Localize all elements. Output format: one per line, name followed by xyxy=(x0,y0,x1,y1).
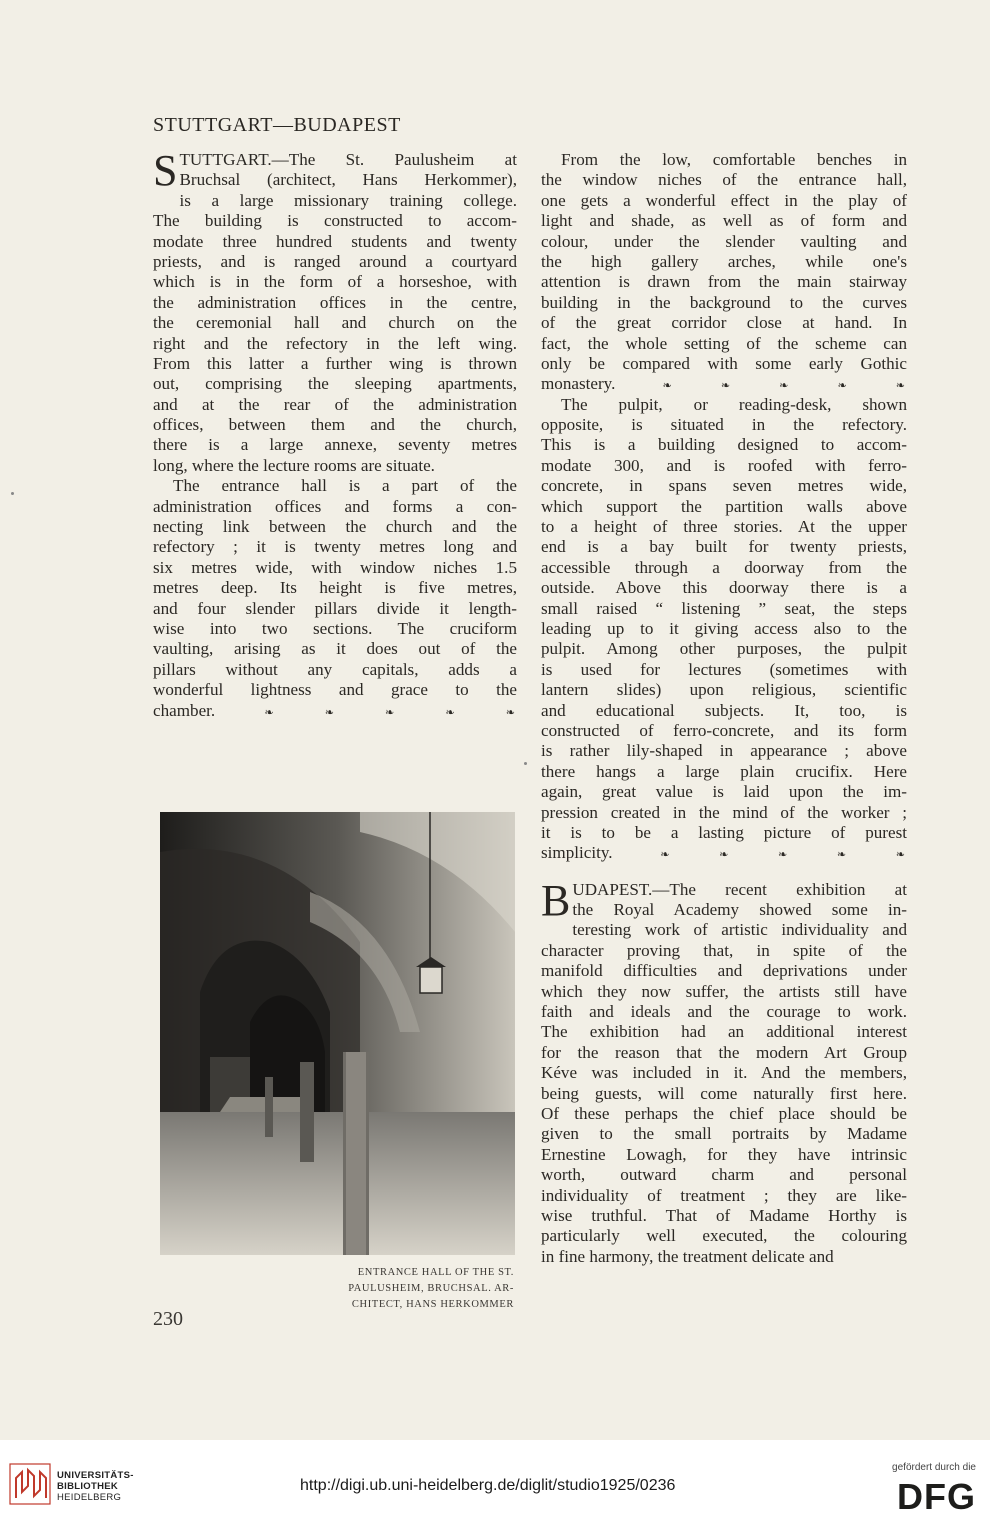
text-line xyxy=(153,374,517,394)
text-line-content: given to the small portraits by Madame xyxy=(541,1124,907,1144)
text-line-content: being guests, will come naturally first here. xyxy=(541,1083,907,1103)
text-line-content: The exhibition had an additional interest xyxy=(541,1022,907,1042)
text-line-content: wonderful lightness and grace to the xyxy=(153,680,517,700)
text-line-content: Kéve was included in it. And the members, xyxy=(541,1063,907,1083)
text-line xyxy=(153,252,517,272)
text-line-content: accessible through a doorway from the xyxy=(541,557,907,577)
leaf-ornament-icon: ❧ xyxy=(719,848,729,862)
text-line-content: wise truthful. That of Madame Horthy is xyxy=(541,1205,907,1225)
drop-cap: S xyxy=(153,146,178,195)
text-line xyxy=(541,395,907,415)
text-line-content: pulpit. Among other purposes, the pulpit xyxy=(541,639,907,659)
text-line xyxy=(153,354,517,374)
text-line-content: offices, between them and the church, xyxy=(153,415,517,435)
text-line-content: it is to be a lasting picture of purest xyxy=(541,822,907,842)
leaf-ornament-icon: ❧ xyxy=(720,379,731,393)
leaf-ornament-icon: ❧ xyxy=(895,848,905,862)
text-line xyxy=(541,1104,907,1124)
leaf-ornament-icon: ❧ xyxy=(837,379,847,393)
text-line-content: necting link between the church and the xyxy=(153,517,517,537)
text-line-content: fact, the whole setting of the scheme can xyxy=(541,333,907,353)
text-line xyxy=(541,191,907,211)
text-line-content: The entrance hall is a part of the xyxy=(173,476,517,496)
text-line-content: From the low, comfortable benches in xyxy=(561,150,907,169)
text-line-content: worth, outward charm and personal xyxy=(541,1165,907,1185)
text-line-content: concrete, in spans seven metres wide, xyxy=(541,476,907,496)
text-line xyxy=(153,476,517,496)
scan-speck xyxy=(11,492,14,495)
text-line-content: end is a bay built for twenty priests, xyxy=(541,537,907,557)
text-line-content: which is in the form of a horseshoe, with xyxy=(153,272,517,292)
text-line xyxy=(541,1247,907,1267)
text-line xyxy=(541,660,907,680)
text-line-content: is rather lily-shaped in appearance ; above xyxy=(541,741,907,761)
running-heading: STUTTGART—BUDAPEST xyxy=(153,114,401,136)
text-line xyxy=(153,599,517,619)
text-line xyxy=(541,374,907,394)
text-line xyxy=(541,1022,907,1042)
text-line xyxy=(541,823,907,843)
text-line-content: out, comprising the sleeping apartments, xyxy=(153,374,517,394)
text-line xyxy=(541,843,907,863)
text-line-content: is used for lectures (sometimes with xyxy=(541,659,907,679)
text-line-content: simplicity. xyxy=(541,843,613,863)
text-line-content: there is a large annexe, seventy metres xyxy=(153,435,517,455)
text-line xyxy=(153,537,517,557)
text-line-content: chamber. xyxy=(153,700,216,720)
text-line-content: administration offices and forms a con- xyxy=(153,496,517,516)
text-line xyxy=(541,941,907,961)
text-line-content: which support the partition walls above xyxy=(541,496,907,516)
text-line xyxy=(153,395,517,415)
text-line-content: The pulpit, or reading-desk, shown xyxy=(561,394,907,414)
text-line xyxy=(153,313,517,333)
leaf-ornament-icon: ❧ xyxy=(385,705,395,719)
text-line xyxy=(541,599,907,619)
text-line xyxy=(153,517,517,537)
text-line xyxy=(541,313,907,333)
leaf-ornament-icon: ❧ xyxy=(505,705,515,719)
text-line xyxy=(541,639,907,659)
text-line xyxy=(541,435,907,455)
text-line xyxy=(541,334,907,354)
text-line-content: opposite, is situated in the refectory. xyxy=(541,415,907,435)
text-line xyxy=(541,1063,907,1083)
text-line-content: UDAPEST.—The recent exhibition at xyxy=(572,879,907,899)
leaf-ornament-icon: ❧ xyxy=(264,705,274,719)
text-line-content: there hangs a large plain crucifix. Here xyxy=(541,761,907,781)
text-line xyxy=(541,1124,907,1144)
university-library-logo-icon[interactable] xyxy=(8,1462,52,1506)
text-line xyxy=(541,680,907,700)
text-line xyxy=(153,334,517,354)
text-line-content: vaulting, arising as it does out of the xyxy=(153,639,517,659)
text-line-content: and at the rear of the administration xyxy=(153,394,517,414)
text-line xyxy=(153,435,517,455)
digitization-footer xyxy=(0,1440,990,1523)
text-line-content: the administration offices in the centre, xyxy=(153,292,517,312)
text-line xyxy=(541,211,907,231)
text-line xyxy=(153,497,517,517)
text-line xyxy=(153,558,517,578)
text-line xyxy=(541,1084,907,1104)
permalink-url[interactable]: http://digi.ub.uni-heidelberg.de/diglit/studio1925/0236 xyxy=(300,1477,676,1494)
text-line xyxy=(541,920,907,940)
text-line-content: the high gallery arches, while one's xyxy=(541,251,907,271)
text-line xyxy=(541,803,907,823)
text-line-content: the window niches of the entrance hall, xyxy=(541,170,907,190)
text-line-content: This is a building designed to accom- xyxy=(541,435,907,455)
text-line-content: faith and ideals and the courage to work. xyxy=(541,1002,907,1022)
caption-line: CHITECT, HANS HERKOMMER xyxy=(351,1299,514,1310)
text-line xyxy=(541,558,907,578)
text-line xyxy=(541,537,907,557)
text-line xyxy=(541,880,907,900)
text-line xyxy=(541,762,907,782)
text-line-content: refectory ; it is twenty metres long and xyxy=(153,537,517,557)
text-line xyxy=(541,517,907,537)
text-line-content: Of these perhaps the chief place should be xyxy=(541,1103,907,1123)
leaf-ornament-icon: ❧ xyxy=(836,848,847,862)
text-line-content: constructed of ferro-concrete, and its form xyxy=(541,720,907,740)
text-line-content: lantern slides) upon religious, scientific xyxy=(541,680,907,700)
right-text-column xyxy=(541,150,907,1267)
funding-note: gefördert durch die xyxy=(892,1462,976,1473)
text-line xyxy=(153,456,517,476)
text-line-content: character proving that, in spite of the xyxy=(541,940,907,960)
text-line xyxy=(541,1226,907,1246)
leaf-ornament-icon: ❧ xyxy=(324,705,334,719)
text-line xyxy=(153,170,517,190)
text-line-content: long, where the lecture rooms are situate. xyxy=(153,455,435,475)
text-line xyxy=(541,1002,907,1022)
text-line xyxy=(541,1165,907,1185)
text-line-content: building in the background to the curves xyxy=(541,292,907,312)
dfg-logo[interactable]: DFG xyxy=(897,1476,976,1517)
leaf-ornament-icon: ❧ xyxy=(662,379,672,393)
text-line xyxy=(153,150,517,170)
text-line-content: of the great corridor close at hand. In xyxy=(541,313,907,333)
text-line xyxy=(541,1043,907,1063)
text-line xyxy=(153,293,517,313)
text-line-content: the Royal Academy showed some in- xyxy=(572,900,907,920)
leaf-ornament-icon: ❧ xyxy=(660,848,670,862)
leaf-ornament-icon: ❧ xyxy=(779,379,789,393)
leaf-ornament-icon: ❧ xyxy=(445,705,455,719)
text-line xyxy=(541,415,907,435)
text-line-content: outside. Above this doorway there is a xyxy=(541,578,907,598)
text-line xyxy=(541,354,907,374)
text-line xyxy=(541,1145,907,1165)
text-line-content: to a height of three stories. At the upper xyxy=(541,517,907,537)
text-line xyxy=(153,701,517,721)
text-line-content: for the reason that the modern Art Group xyxy=(541,1042,907,1062)
text-line-content: one gets a wonderful effect in the play of xyxy=(541,190,907,210)
text-line-content: The building is constructed to accom- xyxy=(153,211,517,231)
leaf-ornament-icon: ❧ xyxy=(895,379,906,393)
text-line-content: TUTTGART.—The St. Paulusheim at xyxy=(179,150,517,169)
institution-name xyxy=(57,1470,134,1503)
left-text-column xyxy=(153,146,517,721)
text-line-content: light and shade, as well as of form and xyxy=(541,211,907,231)
text-line-content: small raised “ listening ” seat, the steps xyxy=(541,598,907,618)
text-line xyxy=(541,150,907,170)
institution-line: HEIDELBERG xyxy=(57,1492,122,1503)
text-line xyxy=(153,415,517,435)
caption-line: PAULUSHEIM, BRUCHSAL. AR- xyxy=(348,1283,514,1294)
text-line xyxy=(153,578,517,598)
text-line-content: six metres wide, with window niches 1.5 xyxy=(153,557,517,577)
text-line xyxy=(153,191,517,211)
photo-caption xyxy=(300,1265,514,1313)
text-line-content: teresting work of artistic individuality and xyxy=(572,920,907,940)
drop-cap: B xyxy=(541,875,571,925)
text-line xyxy=(541,272,907,292)
text-line xyxy=(541,782,907,802)
text-line-content: Ernestine Lowagh, for they have intrinsic xyxy=(541,1144,907,1164)
text-line xyxy=(153,232,517,252)
text-line-content: pillars without any capitals, adds a xyxy=(153,659,517,679)
text-line-content: From this latter a further wing is thrown xyxy=(153,353,517,373)
text-line-content: pression created in the mind of the worker ; xyxy=(541,802,907,822)
entrance-hall-photograph xyxy=(160,812,515,1255)
text-line xyxy=(541,701,907,721)
text-line xyxy=(541,961,907,981)
text-line xyxy=(541,293,907,313)
text-line-content: monastery. xyxy=(541,374,616,394)
text-line xyxy=(541,982,907,1002)
text-line xyxy=(541,578,907,598)
text-line-content: modate 300, and is roofed with ferro- xyxy=(541,455,907,475)
leaf-ornament-icon: ❧ xyxy=(778,848,788,862)
text-line xyxy=(541,476,907,496)
text-line-content: priests, and is ranged around a courtyard xyxy=(153,251,517,271)
text-line xyxy=(153,619,517,639)
text-line xyxy=(541,741,907,761)
text-line xyxy=(153,660,517,680)
text-line xyxy=(541,232,907,252)
text-line-content: leading up to it giving access also to the xyxy=(541,618,907,638)
paragraph-gap xyxy=(541,864,907,880)
institution-line: BIBLIOTHEK xyxy=(57,1481,119,1492)
text-line xyxy=(541,900,907,920)
text-line xyxy=(153,639,517,659)
caption-line: ENTRANCE HALL OF THE ST. xyxy=(357,1267,514,1278)
text-line xyxy=(541,170,907,190)
text-line-content: and educational subjects. It, too, is xyxy=(541,700,907,720)
text-line-content: again, great value is laid upon the im- xyxy=(541,782,907,802)
text-line-content: is a large missionary training college. xyxy=(179,190,517,210)
text-line xyxy=(541,252,907,272)
text-line xyxy=(541,619,907,639)
text-line xyxy=(541,721,907,741)
text-line-content: manifold difficulties and deprivations under xyxy=(541,961,907,981)
page-number: 230 xyxy=(153,1308,183,1330)
institution-line: UNIVERSITÄTS- xyxy=(57,1470,134,1481)
text-line xyxy=(153,272,517,292)
text-line xyxy=(153,680,517,700)
text-line-content: modate three hundred students and twenty xyxy=(153,231,517,251)
text-line-content: in fine harmony, the treatment delicate and xyxy=(541,1246,834,1266)
text-line xyxy=(541,1186,907,1206)
text-line-content: Bruchsal (architect, Hans Herkommer), xyxy=(179,170,517,190)
text-line-content: wise into two sections. The cruciform xyxy=(153,618,517,638)
text-line-content: right and the refectory in the left wing. xyxy=(153,333,517,353)
text-line-content: and four slender pillars divide it length- xyxy=(153,598,517,618)
text-line-content: the ceremonial hall and church on the xyxy=(153,313,517,333)
text-line xyxy=(541,456,907,476)
text-line-content: individuality of treatment ; they are like- xyxy=(541,1185,907,1205)
text-line-content: attention is drawn from the main stairway xyxy=(541,272,907,292)
text-line xyxy=(153,211,517,231)
vaulted-hall-illustration xyxy=(160,812,515,1255)
text-line-content: colour, under the slender vaulting and xyxy=(541,231,907,251)
text-line-content: only be compared with some early Gothic xyxy=(541,353,907,373)
text-line-content: metres deep. Its height is five metres, xyxy=(153,578,517,598)
scan-speck xyxy=(524,762,527,765)
text-line-content: particularly well executed, the colouring xyxy=(541,1226,907,1246)
text-line xyxy=(541,1206,907,1226)
text-line xyxy=(541,497,907,517)
text-line-content: which they now suffer, the artists still have xyxy=(541,981,907,1001)
